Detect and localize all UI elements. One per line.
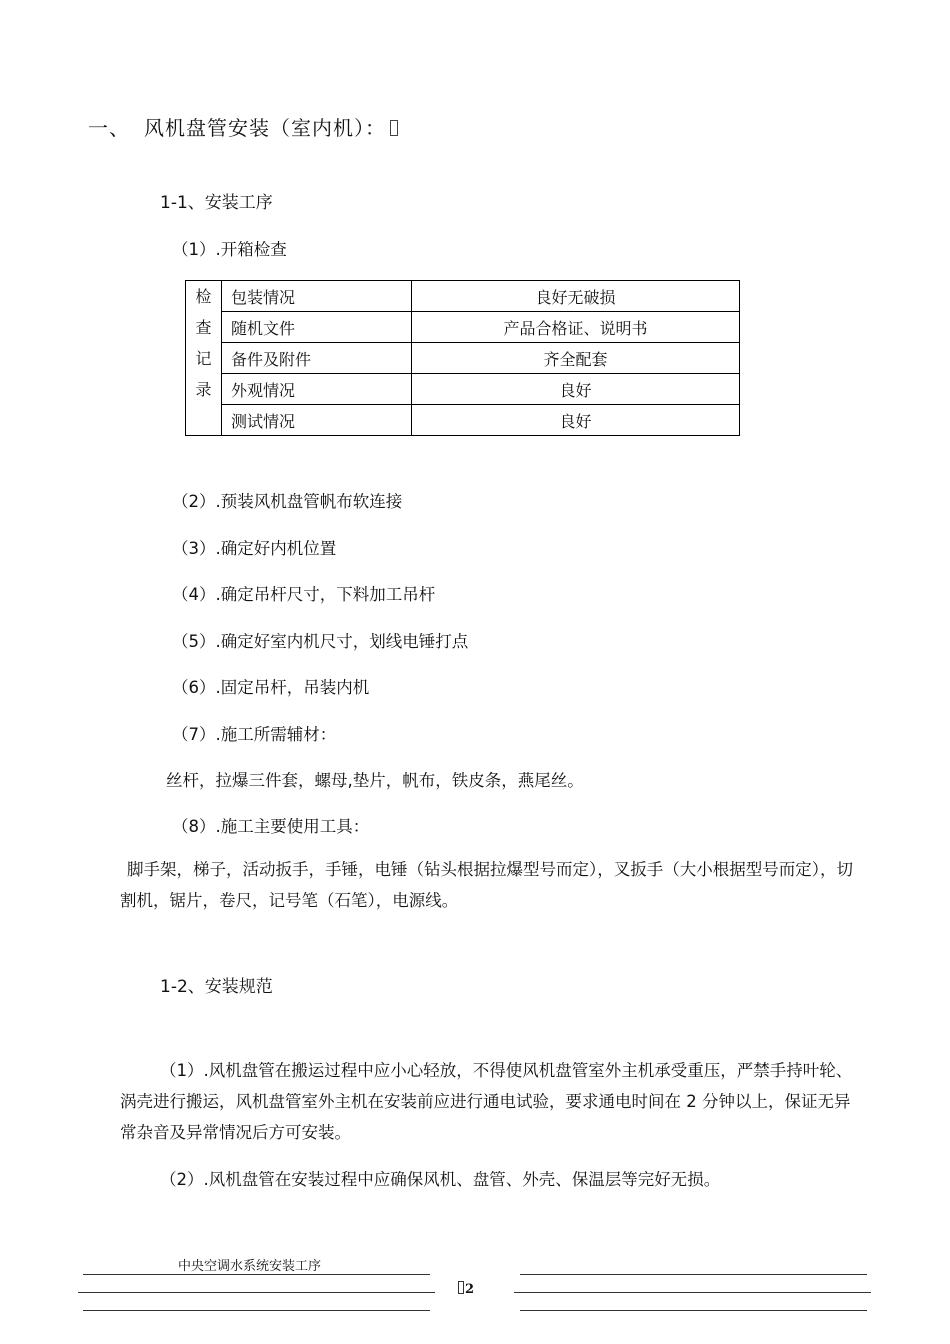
footer-rule	[83, 1310, 430, 1311]
footer-rule	[520, 1274, 867, 1275]
table-cell-item: 随机文件	[222, 312, 412, 343]
table-row	[186, 374, 740, 405]
table-cell-value: 良好	[412, 405, 740, 436]
side-label-char: 记	[195, 349, 212, 368]
footer-rule	[520, 1310, 867, 1311]
table-cell-value: 良好	[412, 374, 740, 405]
table-cell-item: 外观情况	[222, 374, 412, 405]
heading-title: 风机盘管安装（室内机）：	[144, 116, 386, 140]
step-7: （7）.施工所需辅材：	[172, 725, 337, 744]
missing-glyph-icon	[458, 1281, 464, 1294]
side-label-char: 检	[195, 287, 212, 306]
step-5: （5）.确定好室内机尺寸，划线电锤打点	[172, 632, 469, 651]
inspection-record-label	[186, 281, 222, 436]
table-cell-value: 齐全配套	[412, 343, 740, 374]
table-row	[186, 281, 740, 312]
missing-glyph-icon	[390, 120, 398, 136]
step-1: （1）.开箱检查	[172, 240, 287, 259]
footer-rule	[83, 1274, 430, 1275]
table-row	[186, 405, 740, 436]
page-number-value: 2	[465, 1282, 475, 1297]
rule-2: （2）.风机盘管在安装过程中应确保风机、盘管、外壳、保温层等完好无损。	[160, 1170, 721, 1189]
footer-title: 中央空调水系统安装工序	[178, 1259, 322, 1274]
table-cell-item: 包装情况	[222, 281, 412, 312]
side-label-char: 录	[195, 380, 212, 399]
table-row	[186, 312, 740, 343]
table-cell-item: 测试情况	[222, 405, 412, 436]
subsection-title-1-1: 1-1、安装工序	[160, 193, 273, 213]
step-2: （2）.预装风机盘管帆布软连接	[172, 492, 403, 511]
table-cell-value: 良好无破损	[412, 281, 740, 312]
table-cell-value: 产品合格证、说明书	[412, 312, 740, 343]
side-label-char: 查	[195, 318, 212, 337]
section-heading	[88, 112, 398, 141]
rule-1: （1）.风机盘管在搬运过程中应小心轻放，不得使风机盘管室外主机承受重压，严禁手持叶轮、涡壳进行搬运，风机盘管室外主机在安装前应进行通电试验，要求通电时间在 2 分钟以上，保证无异常杂音及异常情况后方可安装。	[120, 1061, 853, 1142]
footer-rule	[78, 1292, 435, 1293]
step-6: （6）.固定吊杆，吊装内机	[172, 678, 370, 697]
table-row	[186, 343, 740, 374]
materials-list: 丝杆，拉爆三件套，螺母,垫片，帆布，铁皮条，燕尾丝。	[166, 771, 584, 790]
tools-list: 脚手架，梯子，活动扳手，手锤，电锤（钻头根据拉爆型号而定），叉扳手（大小根据型号而定），切割机，锯片，卷尺，记号笔（石笔），电源线。	[120, 860, 853, 910]
step-3: （3）.确定好内机位置	[172, 539, 337, 558]
subsection-title-1-2: 1-2、安装规范	[160, 977, 273, 997]
inspection-table	[185, 280, 740, 436]
step-8: （8）.施工主要使用工具：	[172, 817, 370, 836]
heading-number: 一、	[88, 116, 130, 140]
footer-rule	[514, 1292, 871, 1293]
table-cell-item: 备件及附件	[222, 343, 412, 374]
step-4: （4）.确定吊杆尺寸，下料加工吊杆	[172, 585, 436, 604]
page-number	[458, 1281, 474, 1297]
